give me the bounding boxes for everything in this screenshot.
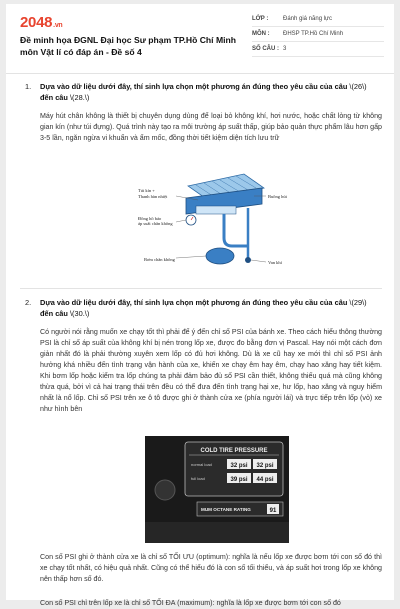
- meta-value: 3: [283, 46, 287, 52]
- meta-table: [252, 12, 384, 57]
- tire-pressure-placard-photo: [145, 436, 289, 543]
- label-bag: Túi kín +: [138, 188, 155, 193]
- prompt-join: đến câu: [40, 92, 70, 102]
- logo-text: 2048: [20, 14, 53, 31]
- pump-shape: [206, 248, 234, 264]
- label-pump: Bơm chân không: [144, 257, 175, 262]
- label-chamber: Buồng hút: [268, 194, 287, 199]
- octane-text: MUM OCTANE RATING: [201, 507, 251, 512]
- question-prompt: [40, 298, 382, 319]
- question-body: Có người nói rằng muốn xe chạy tốt thì phải để ý đến chỉ số PSI của bánh xe. Theo cách hiểu thông thường PSI là chỉ số áp suất của không khí bị nén trong lốp xe, được đo bằng đơn vị Pascal. Hay nói một cách đơn giản nhất đó là phải thường xuyên xem lốp có đủ hơi không. Dù là xe cũ hay xe mới thì chỉ số PSI ảnh hưởng khá nhiều đến tình trạng vận hành của xe, khiến xe chạy êm hay êm, chạy hao xăng hay tiết kiệm. Khi bơm lốp hoặc kiểm tra lốp chúng ta phải đảm bảo đủ số PSI cần thiết, không thiếu quá mà cũng không thừa quá, bởi vì cả hai trạng thái trên đều có thể đưa đến tình trạng hại xe, hư lốp, hao xăng và nguy hiểm nhất là nổ lốp. Chỉ số PSI trên xe ô tô được ghi ở thành cửa xe (phía người lái) và trực tiếp trên lốp (vỏ) xe như hình bên: [40, 328, 382, 414]
- page-title: Đề minh họa ĐGNL Đại học Sư phạm TP.Hồ Chí Minh môn Vật lí có đáp án - Đề số 4: [20, 35, 236, 57]
- document-header: [6, 4, 394, 74]
- question-1: [20, 82, 382, 144]
- question-divider: [20, 288, 382, 289]
- label-valve: Van khí: [268, 260, 282, 265]
- meta-key: LỚP :: [252, 16, 269, 22]
- bag-shape: [196, 206, 236, 214]
- meta-key: SỐ CÂU :: [252, 46, 279, 52]
- question-number: 1.: [25, 82, 32, 91]
- document-page: [6, 4, 394, 607]
- prompt-text: Dựa vào dữ liệu dưới đây, thí sinh lựa chọn một phương án đúng theo yêu cầu của câu: [40, 298, 350, 307]
- question-number: 2.: [25, 298, 32, 307]
- logo-suffix: .vn: [53, 22, 63, 29]
- row1-rear: 32 psi: [256, 463, 274, 469]
- vacuum-sealer-figure: [136, 168, 306, 272]
- placard-title: COLD TIRE PRESSURE: [200, 448, 268, 454]
- pipe-shape: [224, 214, 248, 246]
- octane-value: 91: [269, 508, 277, 514]
- door-frame-shape: [145, 522, 289, 543]
- question-after-text: Con số PSI ghi ở thành cửa xe là chỉ số TỐI ƯU (optimum): nghĩa là nếu lốp xe được bơm tới con số đó thì xe chạy tốt nhất, có hiệu quả nhất. Cũng có thể hiểu đó là con số tối thiểu, và áp suất hơi trong lốp xe không nên thấp hơn số đó.: [40, 553, 382, 583]
- question-cut-text: Con số PSI chỉ trên lốp xe là chỉ số TỐI ĐA (maximum): nghĩa là lốp xe được bơm tới con số đó: [40, 599, 341, 607]
- meta-key: MÔN :: [252, 31, 270, 37]
- prompt-join: đến câu: [40, 308, 70, 318]
- label-gauge: Đồng hồ báo áp suất chân không: [138, 216, 173, 226]
- question-2: [20, 298, 382, 415]
- row2-front: 39 psi: [230, 477, 248, 483]
- row1-front: 32 psi: [230, 463, 248, 469]
- meta-row-class: [252, 12, 384, 27]
- door-latch-shape: [155, 480, 175, 500]
- range-start: \(26\): [349, 82, 367, 91]
- question-body: Máy hút chân không là thiết bị chuyên dụng dùng để loại bỏ không khí, hơi nước, hoặc chất lỏng từ không gian kín (như túi đựng). Quá trình này tạo ra môi trường áp suất thấp, giúp bảo quản thực phẩm lâu hơn gấp 3-5 lần, ngăn ngừa vi khuẩn và ẩm mốc, đồng thời tiết kiệm diện tích lưu trữ: [40, 112, 382, 143]
- valve-shape: [245, 257, 251, 263]
- range-end: \(28.\): [69, 92, 90, 102]
- question-header: [20, 82, 382, 103]
- site-logo[interactable]: [20, 14, 62, 31]
- range-start: \(29\): [349, 298, 367, 307]
- range-end: \(30.\): [69, 308, 90, 318]
- label-bar: Thanh hàn nhiệt: [138, 194, 168, 199]
- meta-row-subject: [252, 27, 384, 42]
- row1-label: normal load: [191, 462, 212, 467]
- prompt-text: Dựa vào dữ liệu dưới đây, thí sinh lựa chọn một phương án đúng theo yêu cầu của câu: [40, 82, 350, 91]
- meta-value: Đánh giá năng lực: [283, 16, 333, 22]
- question-prompt: [40, 82, 382, 103]
- meta-value: ĐHSP TP.Hồ Chí Minh: [283, 31, 344, 37]
- row2-label: full load: [191, 476, 205, 481]
- question-header: [20, 298, 382, 319]
- meta-row-count: [252, 42, 384, 57]
- row2-rear: 44 psi: [256, 477, 274, 483]
